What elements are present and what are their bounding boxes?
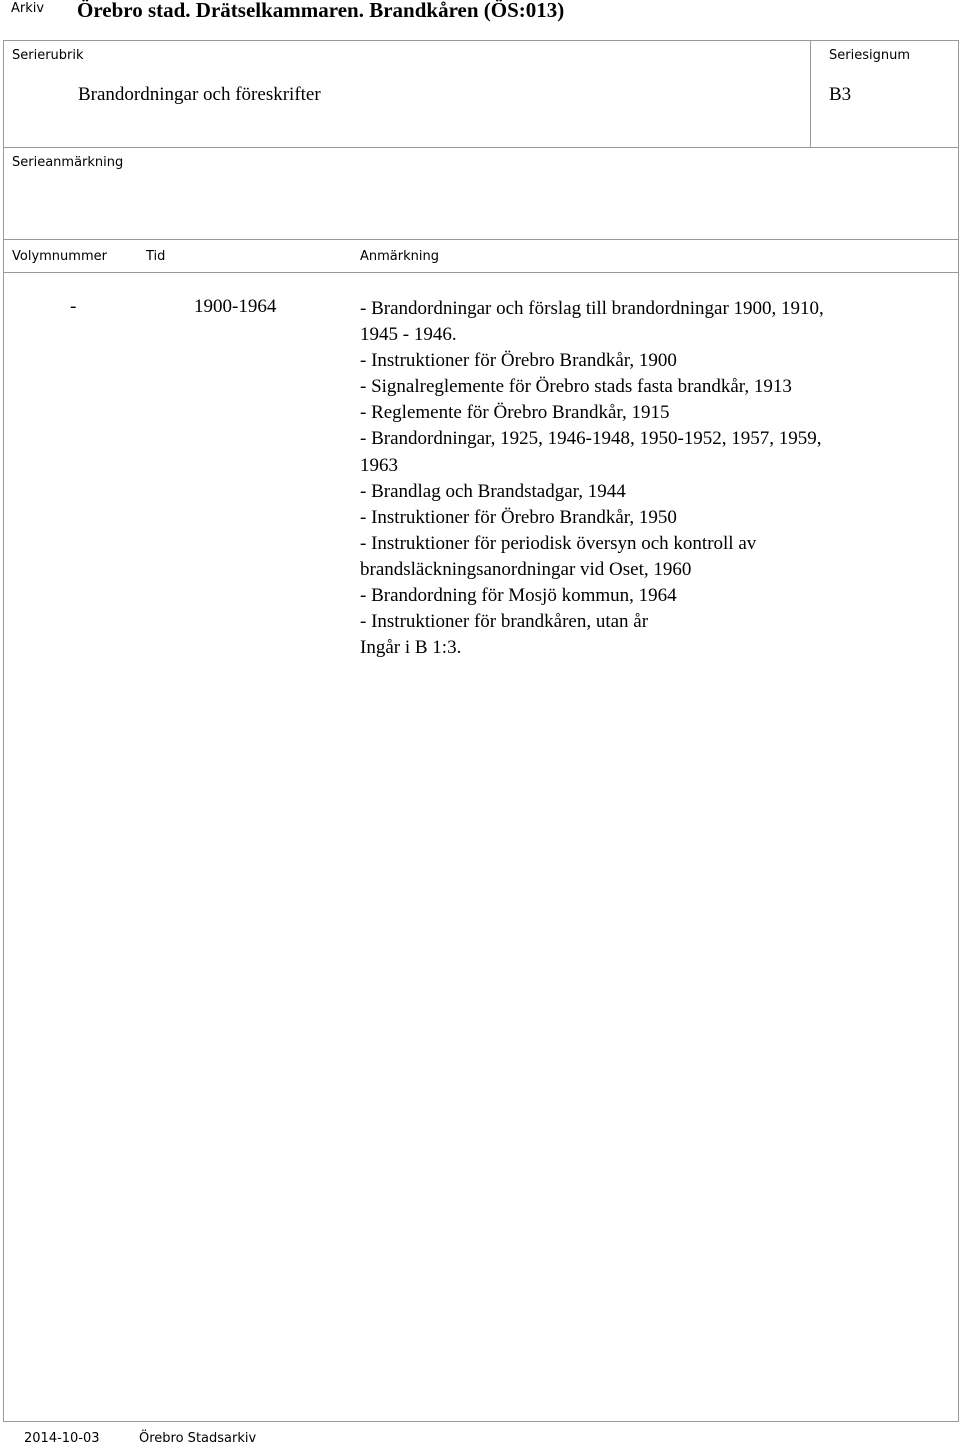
- arkiv-label: Arkiv: [11, 1, 45, 16]
- anmarkning-line: - Instruktioner för Örebro Brandkår, 1900: [360, 350, 677, 372]
- serieanmarkning-label: Serieanmärkning: [12, 155, 124, 170]
- anmarkning-line: Ingår i B 1:3.: [360, 637, 462, 659]
- column-header-anmarkning: Anmärkning: [360, 249, 439, 264]
- anmarkning-line: - Brandordningar och förslag till brandordningar 1900, 1910,: [360, 298, 824, 319]
- footer-organization: Örebro Stadsarkiv: [139, 1431, 257, 1446]
- anmarkning-line: - Brandlag och Brandstadgar, 1944: [360, 480, 626, 502]
- anmarkning-line: brandsläckningsanordningar vid Oset, 1960: [360, 558, 692, 580]
- anmarkning-line: - Brandordning för Mosjö kommun, 1964: [360, 585, 677, 607]
- anmarkning-line: - Brandordningar, 1925, 1946-1948, 1950-1952, 1957, 1959,: [360, 428, 822, 450]
- column-header-tid: Tid: [146, 249, 166, 264]
- row-anmarkning: [360, 296, 824, 661]
- column-header-volymnummer: Volymnummer: [12, 249, 107, 264]
- row-volymnummer: -: [70, 296, 77, 317]
- row-tid: 1900-1964: [194, 296, 277, 317]
- anmarkning-line: - Signalreglemente för Örebro stads fasta brandkår, 1913: [360, 376, 792, 398]
- seriesignum-value: B3: [829, 84, 852, 105]
- seriesignum-label: Seriesignum: [829, 48, 910, 63]
- anmarkning-line: - Instruktioner för brandkåren, utan år: [360, 611, 649, 633]
- serieanmarkning-box: [3, 147, 959, 240]
- anmarkning-line: - Instruktioner för Örebro Brandkår, 1950: [360, 506, 677, 528]
- anmarkning-line: 1963: [360, 454, 398, 476]
- anmarkning-line: - Instruktioner för periodisk översyn och kontroll av: [360, 532, 757, 554]
- anmarkning-line: 1945 - 1946.: [360, 324, 457, 346]
- anmarkning-line: - Reglemente för Örebro Brandkår, 1915: [360, 402, 670, 424]
- serierubrik-value: Brandordningar och föreskrifter: [78, 84, 321, 105]
- footer-date: 2014-10-03: [24, 1431, 100, 1446]
- arkiv-title: Örebro stad. Drätselkammaren. Brandkåren (ÖS:013): [77, 0, 565, 22]
- serierubrik-label: Serierubrik: [12, 48, 84, 63]
